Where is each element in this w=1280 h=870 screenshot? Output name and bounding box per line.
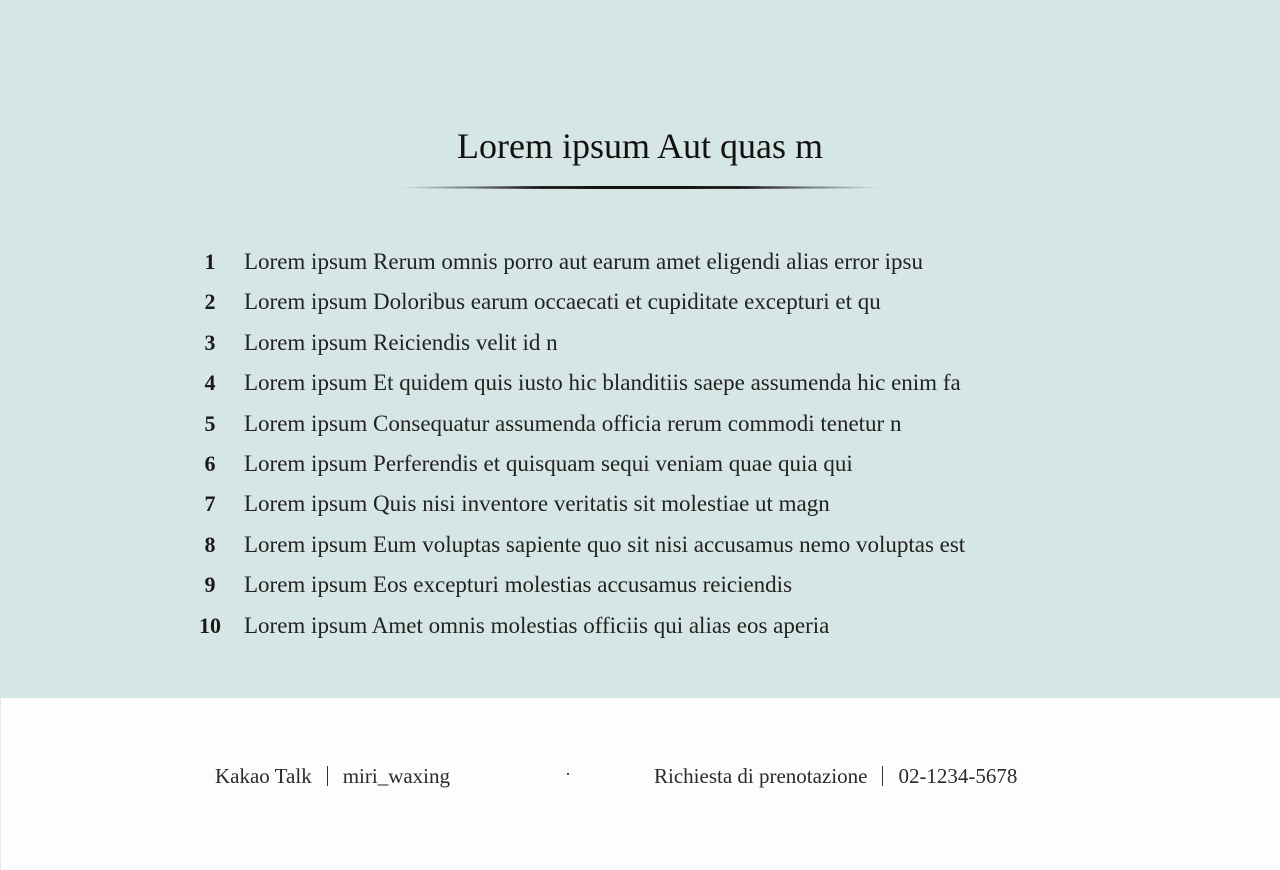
list-item	[190, 565, 1110, 605]
list-item-number: 2	[204, 289, 216, 315]
list-item	[190, 444, 1110, 484]
list-item	[190, 525, 1110, 565]
kakao-contact	[215, 764, 450, 789]
dot-separator: ·	[565, 764, 571, 784]
list-item-number: 7	[204, 491, 216, 517]
list-item-number: 1	[204, 249, 216, 274]
list-item-text: Lorem ipsum Consequatur assumenda officia rerum commodi tenetur n	[244, 410, 902, 436]
list-item-number: 4	[204, 370, 216, 396]
list-item-number: 10	[199, 612, 221, 638]
list-item	[190, 282, 1110, 322]
list-item-number: 3	[204, 329, 216, 355]
list-item-number: 8	[204, 531, 216, 557]
list-item	[190, 242, 1110, 282]
list-item-text: Lorem ipsum Amet omnis molestias officiis qui alias eos aperia	[244, 612, 830, 638]
numbered-list	[190, 242, 1110, 646]
kakao-id-link[interactable]: miri_waxing	[342, 764, 451, 788]
footer-contact-row	[1, 764, 1280, 790]
list-item-text: Lorem ipsum Eos excepturi molestias accusamus reiciendis	[244, 572, 793, 598]
list-item	[190, 606, 1110, 646]
kakao-label: Kakao Talk	[215, 764, 312, 788]
list-item-number: 9	[204, 572, 216, 598]
page-title: Lorem ipsum Aut quas m	[457, 126, 823, 166]
booking-contact	[654, 764, 1017, 789]
separator	[327, 766, 328, 786]
list-item	[190, 363, 1110, 403]
list-item-text: Lorem ipsum Et quidem quis iusto hic blanditiis saepe assumenda hic enim fa	[244, 370, 961, 396]
list-item	[190, 404, 1110, 444]
list-item-text: Lorem ipsum Reiciendis velit id n	[244, 329, 558, 355]
list-item	[190, 323, 1110, 363]
list-item-text: Lorem ipsum Rerum omnis porro aut earum amet eligendi alias error ipsu	[244, 249, 923, 274]
list-item-text: Lorem ipsum Eum voluptas sapiente quo sit nisi accusamus nemo voluptas est	[244, 531, 966, 557]
list-item-text: Lorem ipsum Doloribus earum occaecati et cupiditate excepturi et qu	[244, 289, 881, 315]
booking-label: Richiesta di prenotazione	[654, 764, 868, 788]
list-item	[190, 484, 1110, 524]
footer	[0, 698, 1280, 870]
list-item-number: 6	[204, 450, 216, 476]
title-divider	[396, 186, 884, 189]
separator	[882, 766, 883, 786]
list-item-text: Lorem ipsum Perferendis et quisquam sequi veniam quae quia qui	[244, 450, 853, 476]
list-item-number: 5	[204, 410, 216, 436]
phone-link[interactable]: 02-1234-5678	[898, 764, 1018, 788]
list-item-text: Lorem ipsum Quis nisi inventore veritatis sit molestiae ut magn	[244, 491, 830, 517]
